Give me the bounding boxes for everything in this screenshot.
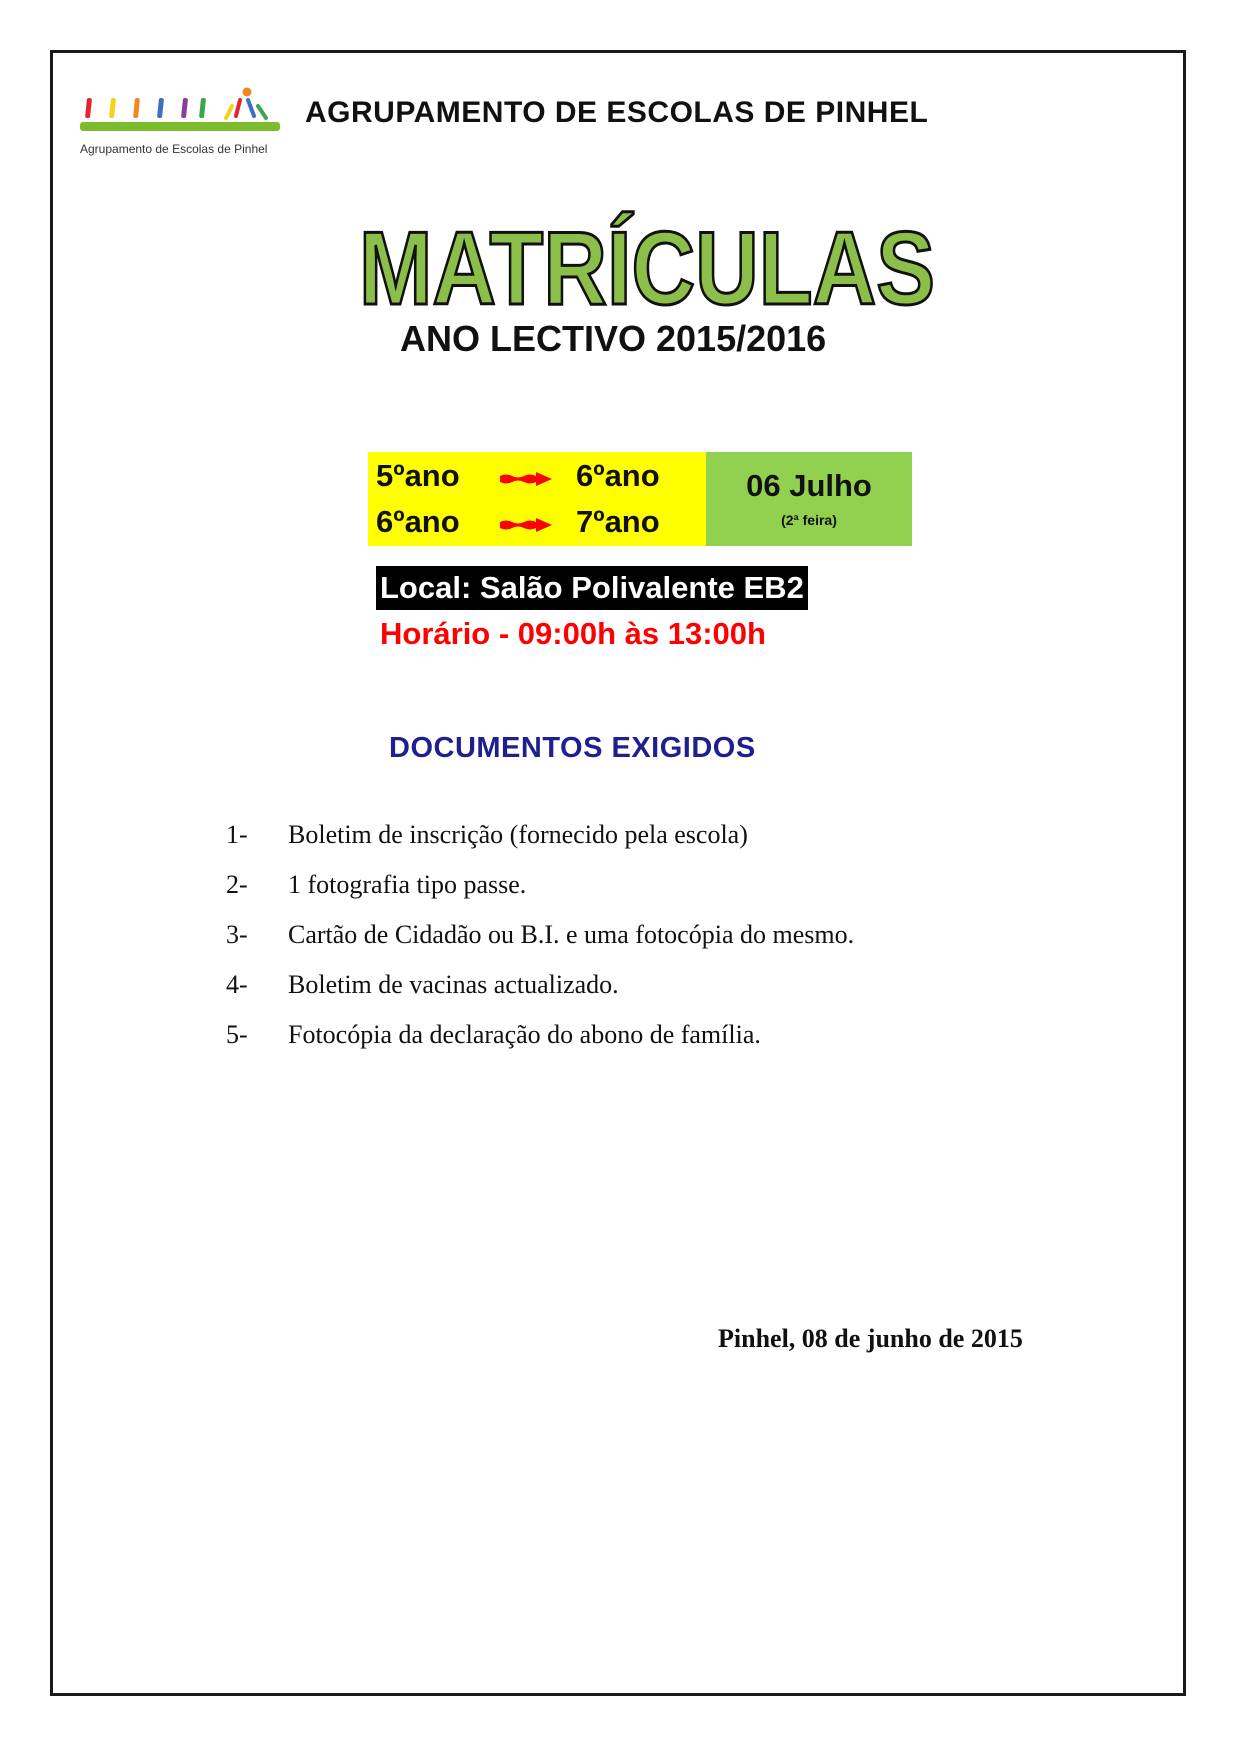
place-and-date: Pinhel, 08 de junho de 2015 xyxy=(718,1324,1023,1353)
grade-to: 7ºano xyxy=(576,504,660,539)
main-title-text: MATRÍCULAS xyxy=(359,211,935,327)
location-banner: Local: Salão Polivalente EB2 xyxy=(376,566,808,610)
item-text: Cartão de Cidadão ou B.I. e uma fotocópia do mesmo. xyxy=(288,920,855,949)
list-item xyxy=(226,920,1066,970)
documents-heading: DOCUMENTOS EXIGIDOS xyxy=(389,732,756,764)
item-text: Fotocópia da declaração do abono de família. xyxy=(288,1020,761,1049)
documents-list xyxy=(226,820,1066,1070)
grade-transitions xyxy=(368,452,706,546)
item-number: 2- xyxy=(226,870,248,899)
arrow-right-icon xyxy=(498,516,554,534)
schedule-text: Horário - 09:00h às 13:00h xyxy=(380,616,766,651)
list-item xyxy=(226,970,1066,1020)
enrollment-date xyxy=(706,452,912,546)
grade-to: 6ºano xyxy=(576,458,660,493)
item-number: 3- xyxy=(226,920,248,949)
item-text: Boletim de inscrição (fornecido pela escola) xyxy=(288,820,748,849)
main-title xyxy=(352,211,942,327)
item-number: 5- xyxy=(226,1020,248,1049)
date-label: 06 Julho xyxy=(746,468,872,503)
grade-transition-row xyxy=(376,504,706,544)
list-item xyxy=(226,1020,1066,1070)
item-number: 1- xyxy=(226,820,248,849)
arrow-right-icon xyxy=(498,470,554,488)
logo-caption: Agrupamento de Escolas de Pinhel xyxy=(80,142,268,156)
item-number: 4- xyxy=(226,970,248,999)
grade-transition-row xyxy=(376,458,706,498)
school-logo xyxy=(76,86,286,162)
weekday-label: (2ª feira) xyxy=(781,512,837,528)
school-name: AGRUPAMENTO DE ESCOLAS DE PINHEL xyxy=(305,96,929,129)
list-item xyxy=(226,820,1066,870)
item-text: Boletim de vacinas actualizado. xyxy=(288,970,619,999)
school-logo-icon xyxy=(76,86,286,142)
grade-from: 6ºano xyxy=(376,504,460,539)
list-item xyxy=(226,870,1066,920)
school-year: ANO LECTIVO 2015/2016 xyxy=(400,318,827,359)
item-text: 1 fotografia tipo passe. xyxy=(288,870,527,899)
grade-from: 5ºano xyxy=(376,458,460,493)
